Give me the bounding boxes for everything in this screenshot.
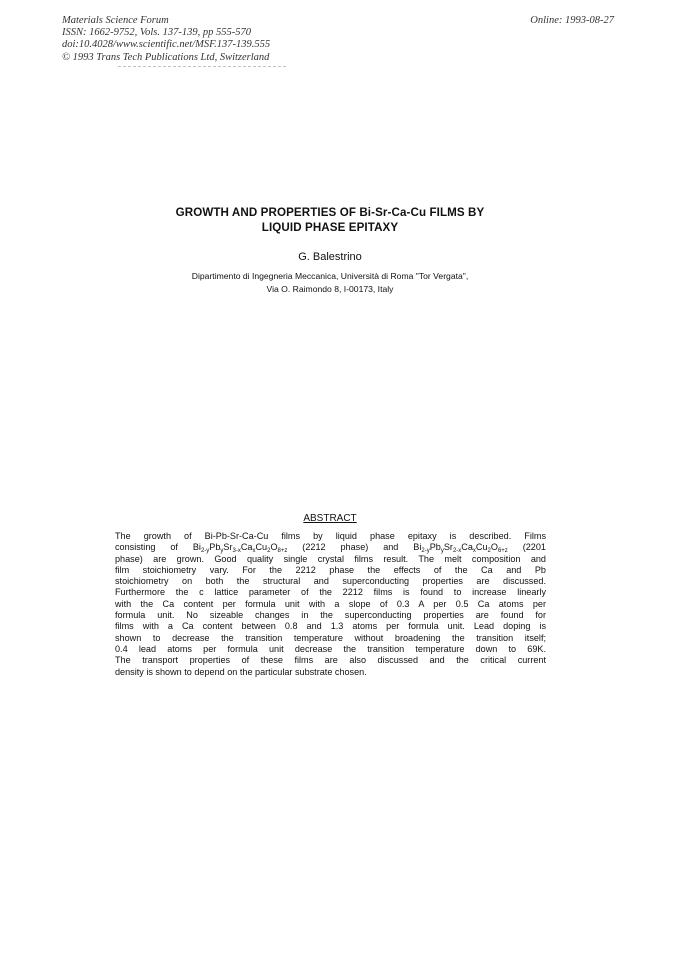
title-line-2: LIQUID PHASE EPITAXY xyxy=(261,221,399,234)
abstract-line: phase) are grown. Good quality single crystal films result. The melt composition and xyxy=(115,553,546,564)
abstract-line: with the Ca content per formula unit with a slope of 0.3 A per 0.5 Ca atoms per xyxy=(115,598,546,609)
journal-name: Materials Science Forum xyxy=(62,15,169,26)
abstract-line: 0.4 lead atoms per formula unit decrease the transition temperature down to 69K. xyxy=(115,643,546,654)
abstract-line: The growth of Bi-Pb-Sr-Ca-Cu films by liquid phase epitaxy is described. Films xyxy=(115,531,546,541)
affiliation-line-1: Dipartimento di Ingegneria Meccanica, Università di Roma "Tor Vergata", xyxy=(191,271,469,281)
online-date: Online: 1993-08-27 xyxy=(530,15,614,26)
abstract-line: density is shown to depend on the particular substrate chosen. xyxy=(115,666,367,677)
abstract-line: Furthermore the c lattice parameter of the 2212 films is found to increase linearly xyxy=(115,587,546,598)
abstract-body xyxy=(115,531,546,678)
abstract-line: formula unit. No sizeable changes in the superconducting properties are found for xyxy=(115,610,546,621)
affiliation xyxy=(100,270,560,295)
abstract-line: films with a Ca content between 0.8 and 1.3 atoms per formula unit. Lead doping is xyxy=(115,621,546,632)
abstract-line: stoichiometry on both the structural and superconducting properties are discussed. xyxy=(115,576,546,587)
doi-link[interactable]: doi:10.4028/www.scientific.net/MSF.137-139.555 xyxy=(62,39,271,51)
abstract-heading-text: ABSTRACT xyxy=(303,513,357,524)
copyright-line: © 1993 Trans Tech Publications Ltd, Switzerland xyxy=(62,51,270,63)
affiliation-line-2: Via O. Raimondo 8, I-00173, Italy xyxy=(266,283,394,294)
abstract-line-formula: consisting of $Bi_{2-y}Pb_ySr_{3-x}Ca_xCu_2O_{8+z}$ (2212 phase) and $Bi_{2-y}Pb_ySr_{2-x}Ca_xCu_2O_{6+z}$ (2201 xyxy=(115,542,546,555)
title-line-1: GROWTH AND PROPERTIES OF Bi-Sr-Ca-Cu FILMS BY xyxy=(175,206,485,219)
paper-title xyxy=(100,205,560,235)
abstract-line: The transport properties of these films are also discussed and the critical current xyxy=(115,655,546,666)
abstract-line: shown to decrease the transition temperature without broadening the transition itself; xyxy=(115,632,546,643)
publication-metadata xyxy=(62,15,270,64)
author-name: G. Balestrino xyxy=(298,251,362,263)
issn-line: ISSN: 1662-9752, Vols. 137-139, pp 555-570 xyxy=(62,27,251,39)
scan-artifact-divider xyxy=(118,66,288,67)
abstract-heading xyxy=(100,513,560,524)
abstract-line: film stoichiometry vary. For the 2212 phase the effects of the Ca and Pb xyxy=(115,564,546,575)
